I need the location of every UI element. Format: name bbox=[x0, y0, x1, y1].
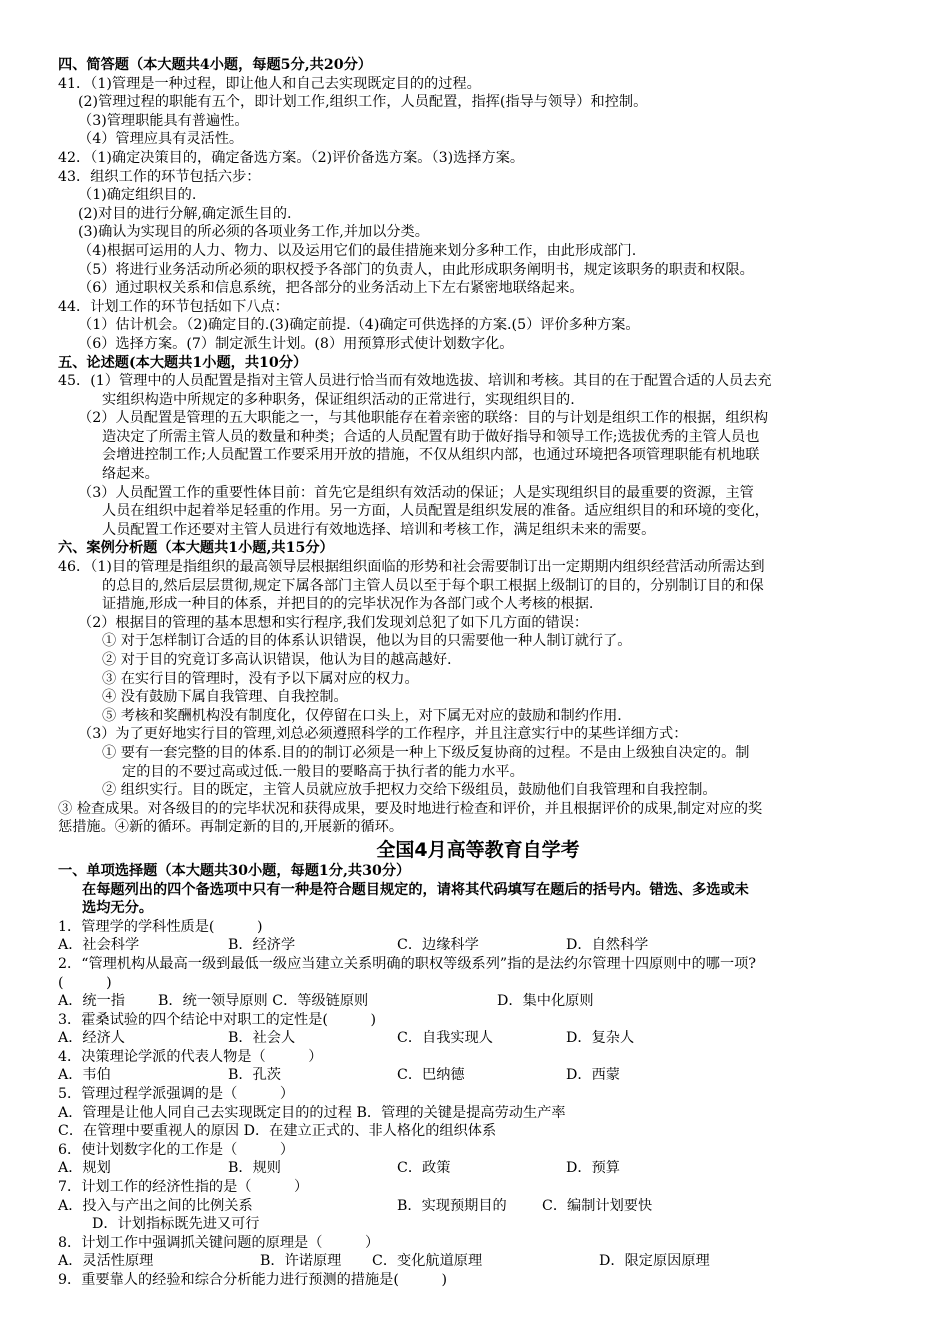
q43-line-1: 43．组织工作的环节包括六步： bbox=[58, 168, 261, 185]
question-9: 9．重要靠人的经验和综合分析能力进行预测的措施是( ) bbox=[58, 1272, 447, 1288]
q45-p3-line-2: 人员在组织中起着举足轻重的作用。另一方面，人员配置是组织发展的准备。适应组织目的和环境的变化， bbox=[102, 503, 769, 520]
choice-section-heading: 一、单项选择题（本大题共30小题，每题1分,共30分） bbox=[58, 862, 411, 879]
option-d: D．集中化原则 bbox=[497, 993, 594, 1010]
option-b: B．规则 bbox=[228, 1160, 281, 1177]
option-a: A．规划 bbox=[58, 1160, 111, 1177]
q46-p2-item-3: ③ 在实行目的管理时，没有予以下属对应的权力。 bbox=[102, 670, 419, 687]
question-3-options bbox=[58, 1029, 898, 1048]
question-8-options bbox=[58, 1252, 898, 1271]
instruction-line-2: 选均无分。 bbox=[82, 900, 153, 917]
question-1-options bbox=[58, 936, 898, 955]
question-8: 8．计划工作中强调抓关键问题的原理是（ ） bbox=[58, 1234, 380, 1251]
q46-p4-line-1: ③ 检查成果。对各级目的的完毕状况和获得成果，要及时地进行检查和评价，并且根据评价的成果,制定对应的奖 bbox=[58, 800, 763, 817]
option-c: C．巴纳德 bbox=[397, 1067, 465, 1084]
q45-p2-line-2: 造决定了所需主管人员的数量和种类；合适的人员配置有助于做好指导和领导工作;选拔优秀的主管人员也 bbox=[102, 428, 760, 445]
option-d: D．西蒙 bbox=[566, 1067, 620, 1084]
option-c: C．自我实现人 bbox=[397, 1030, 493, 1047]
question-7-options bbox=[58, 1197, 898, 1216]
document-page bbox=[58, 56, 898, 1290]
q45-p2-line-1: （2）人员配置是管理的五大职能之一，与其他职能存在着亲密的联络：目的与计划是组织工作的根据，组织构 bbox=[78, 410, 769, 427]
q46-p2-item-5: ⑤ 考核和奖酬机构没有制度化，仅停留在口头上，对下属无对应的鼓励和制约作用. bbox=[102, 707, 622, 724]
question-6-options bbox=[58, 1159, 898, 1178]
section-6-heading: 六、案例分析题（本大题共1小题,共15分） bbox=[58, 540, 334, 557]
question-5: 5．管理过程学派强调的是（ ） bbox=[58, 1086, 295, 1103]
section-4-heading: 四、简答题（本大题共4小题，每题5分,共20分） bbox=[58, 57, 372, 73]
question-3: 3．霍桑试验的四个结论中对职工的定性是( ) bbox=[58, 1011, 377, 1028]
question-2-paren: ( ) bbox=[58, 974, 112, 991]
q43-line-2: （1)确定组织目的. bbox=[78, 187, 197, 204]
option-a: A．社会科学 bbox=[58, 937, 140, 954]
option-a: A．统一指 bbox=[58, 993, 125, 1010]
q46-p3-item-2: ② 组织实行。目的既定，主管人员就应放手把权力交给下级组员，鼓励他们自我管理和自我控制。 bbox=[102, 782, 717, 799]
question-4-options bbox=[58, 1066, 898, 1085]
option-b-c: B．统一领导原则 C．等级链原则 bbox=[158, 993, 369, 1010]
q43-line-7: （6）通过职权关系和信息系统，把各部分的业务活动上下左右紧密地联络起来。 bbox=[78, 280, 584, 297]
question-7: 7．计划工作的经济性指的是（ ） bbox=[58, 1179, 309, 1196]
q44-line-2: （1）估计机会。（2)确定目的.(3)确定前提.（4)确定可供选择的方案.(5）评价多种方案。 bbox=[78, 317, 640, 334]
q45-p1-line-2: 实组织构造中所规定的多种职务，保证组织活动的正常进行，实现组织目的. bbox=[102, 391, 575, 408]
q43-line-6: （5）将进行业务活动所必须的职权授予各部门的负责人，由此形成职务阐明书，规定该职务的职责和权限。 bbox=[78, 261, 754, 278]
q42-line: 42．（1)确定决策目的，确定备选方案。（2)评价备选方案。（3)选择方案。 bbox=[58, 149, 525, 166]
q41-line-3: （3)管理职能具有普遍性。 bbox=[78, 112, 249, 129]
q46-p2-item-1: ① 对于怎样制订合适的目的体系认识错误，他以为目的只需要他一种人制订就行了。 bbox=[102, 633, 632, 650]
section-5-heading: 五、论述题(本大题共1小题，共10分） bbox=[58, 354, 308, 371]
question-5-options-cd: C．在管理中要重视人的原因 D．在建立正式的、非人格化的组织体系 bbox=[58, 1123, 497, 1140]
option-c: C．变化航道原理 bbox=[372, 1253, 483, 1270]
option-b: B．孔茨 bbox=[228, 1067, 281, 1084]
q46-p3-item-1-cont: 定的目的不要过高或过低.一般目的要略高于执行者的能力水平。 bbox=[122, 763, 524, 780]
option-b: B．社会人 bbox=[228, 1030, 296, 1047]
q41-line-1: 41．（1)管理是一种过程，即让他人和自己去实现既定目的的过程。 bbox=[58, 75, 481, 92]
q46-p1-line-1: 46．（1)目的管理是指组织的最高领导层根据组织面临的形势和社会需要制订出一定期期内组织经营活动所需达到 bbox=[58, 559, 765, 576]
option-c: C．编制计划要快 bbox=[542, 1197, 653, 1214]
q46-p1-line-2: 的总目的,然后层层贯彻,规定下属各部门主管人员以至于每个职工根据上级制订的目的，分别制订目的和保 bbox=[102, 577, 764, 594]
q45-p2-line-4: 络起来。 bbox=[102, 466, 159, 483]
option-b: B．许诺原理 bbox=[260, 1253, 342, 1270]
question-7-option-d: D．计划指标既先进又可行 bbox=[92, 1216, 260, 1233]
q43-line-3: (2)对目的进行分解,确定派生目的. bbox=[78, 205, 292, 222]
question-2-options bbox=[58, 992, 898, 1011]
q46-p2-line: （2）根据目的管理的基本思想和实行程序,我们发现刘总犯了如下几方面的错误： bbox=[78, 614, 589, 631]
option-b: B．经济学 bbox=[228, 937, 296, 954]
q45-p3-line-3: 人员配置工作还要对主管人员进行有效地选择、培训和考核工作，满足组织未来的需要。 bbox=[102, 521, 656, 538]
q46-p4-line-2: 惩措施。④新的循环。再制定新的目的,开展新的循环。 bbox=[58, 819, 404, 836]
q45-p2-line-3: 会增进控制工作;人员配置工作要采用开放的措施，不仅从组织内部，也通过环境把各项管理职能有机地联 bbox=[102, 447, 760, 464]
q45-p3-line-1: （3）人员配置工作的重要性体目前：首先它是组织有效活动的保证；人是实现组织目的最重要的资源，主管 bbox=[78, 484, 754, 501]
q43-line-5: （4)根据可运用的人力、物力、以及运用它们的最佳措施来划分多种工作，由此形成部门. bbox=[78, 242, 637, 259]
q46-p2-item-4: ④ 没有鼓励下属自我管理、自我控制。 bbox=[102, 689, 348, 706]
question-6: 6．使计划数字化的工作是（ ） bbox=[58, 1141, 295, 1158]
option-a: A．投入与产出之间的比例关系 bbox=[58, 1197, 253, 1214]
q44-line-1: 44．计划工作的环节包括如下八点： bbox=[58, 298, 289, 315]
option-c: C．政策 bbox=[397, 1160, 451, 1177]
option-d: D．复杂人 bbox=[566, 1030, 635, 1047]
q41-line-4: （4）管理应具有灵活性。 bbox=[78, 131, 244, 148]
q44-line-3: （6）选择方案。(7）制定派生计划。(8）用预算形式使计划数字化。 bbox=[78, 335, 514, 352]
q46-p3-line: （3）为了更好地实行目的管理,刘总必须遵照科学的工作程序，并且注意实行中的某些详细方式： bbox=[78, 726, 688, 743]
option-a: A．韦伯 bbox=[58, 1067, 111, 1084]
q43-line-4: (3)确认为实现目的所必须的各项业务工作,并加以分类。 bbox=[78, 224, 429, 241]
exam-title: 全国4月高等教育自学考 bbox=[376, 838, 580, 861]
q46-p1-line-3: 证措施,形成一种目的体系，并把目的的完毕状况作为各部门或个人考核的根据. bbox=[102, 596, 594, 613]
q41-line-2: (2)管理过程的职能有五个，即计划工作,组织工作，人员配置，指挥(指导与领导）和控制。 bbox=[78, 94, 648, 111]
q46-p2-item-2: ② 对于目的究竟订多高认识错误，他认为目的越高越好. bbox=[102, 652, 452, 668]
question-2: 2．“管理机构从最高一级到最低一级应当建立关系明确的职权等级系列”指的是法约尔管理十四原则中的哪一项? bbox=[58, 955, 756, 972]
question-4: 4．决策理论学派的代表人物是（ ） bbox=[58, 1048, 323, 1065]
option-c: C．边缘科学 bbox=[397, 937, 479, 954]
option-a: A．经济人 bbox=[58, 1030, 125, 1047]
question-5-options-ab: A．管理是让他人同自己去实现既定目的的过程 B．管理的关键是提高劳动生产率 bbox=[58, 1104, 566, 1121]
option-b: B．实现预期目的 bbox=[397, 1197, 507, 1214]
option-d: D．限定原因原理 bbox=[599, 1253, 710, 1270]
question-1: 1．管理学的学科性质是( ) bbox=[58, 918, 263, 935]
option-d: D．自然科学 bbox=[566, 937, 649, 954]
option-a: A．灵活性原理 bbox=[58, 1253, 154, 1270]
q45-p1-line-1: 45．(1）管理中的人员配置是指对主管人员进行恰当而有效地选拔、培训和考核。其目的在于配置合适的人员去充 bbox=[58, 373, 772, 390]
q46-p3-item-1: ① 要有一套完整的目的体系.目的的制订必须是一种上下级反复协商的过程。不是由上级独自决定的。制 bbox=[102, 744, 750, 761]
instruction-line-1: 在每题列出的四个备选项中只有一种是符合题目规定的，请将其代码填写在题后的括号内。错选、多选或未 bbox=[82, 881, 749, 898]
option-d: D．预算 bbox=[566, 1160, 620, 1177]
